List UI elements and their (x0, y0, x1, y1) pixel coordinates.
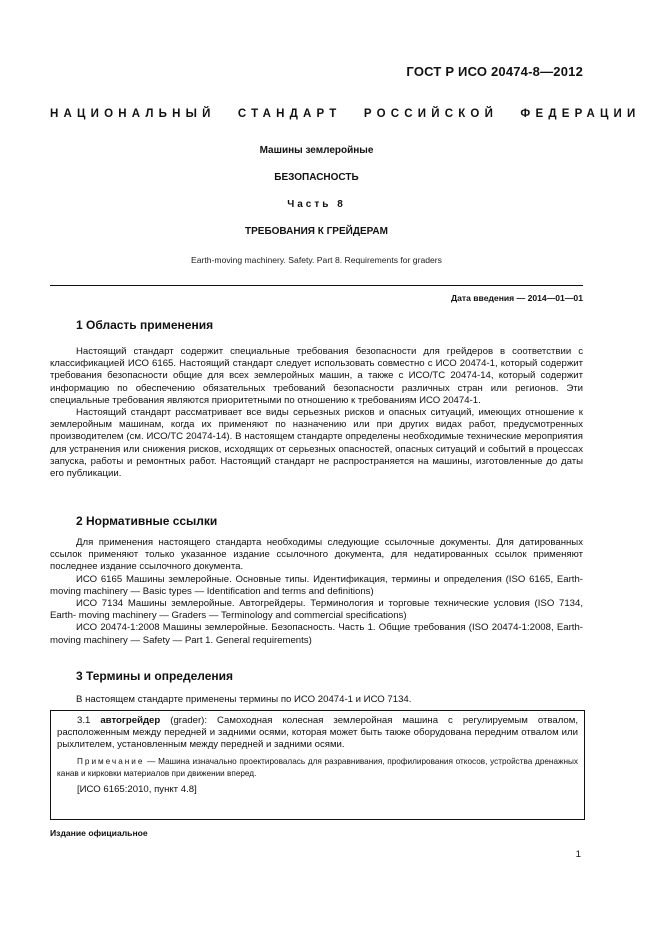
title-safety: БЕЗОПАСНОСТЬ (274, 172, 359, 183)
title-english: Earth-moving machinery. Safety. Part 8. Requirements for graders (191, 255, 442, 265)
national-standard-title: НАЦИОНАЛЬНЫЙ СТАНДАРТ РОССИЙСКОЙ ФЕДЕРАЦИИ (50, 108, 641, 120)
term-number: 3.1 (77, 715, 91, 726)
divider-line (50, 285, 583, 286)
section-1-heading: 1 Область применения (76, 318, 214, 332)
title-machines: Машины землеройные (259, 145, 374, 156)
introduction-date: Дата введения — 2014—01—01 (450, 293, 583, 303)
section-3-intro (50, 694, 583, 706)
reference-item: ИСО 20474-1:2008 Машины землеройные. Безопасность. Часть 1. Общие требования (ISO 20474-1:2008, Earth-moving machinery — Safety — Part 1. General requirements) (50, 622, 583, 646)
note-text: — Машина изначально проектировалась для разравнивания, профилирования откосов, устройства дренажных канав и кирковки материалов при движении вперед. (57, 756, 578, 779)
section-2-body (50, 537, 583, 647)
term-definition (57, 715, 578, 752)
term-text: (grader): Самоходная колесная землеройная машина с регулируемым отвалом, расположенным между передней и задними осями, которая может быть также оборудована передним отвалом или рыхлителем, установленным между передней и задними осями. (57, 715, 579, 751)
title-requirements: ТРЕБОВАНИЯ К ГРЕЙДЕРАМ (245, 226, 388, 237)
paragraph: Для применения настоящего стандарта необходимы следующие ссылочные документы. Для датированных ссылок применяют только указанное издание ссылочного документа, для недатированных ссылок применяют последнее издание ссылочного документа. (50, 537, 583, 573)
page-number: 1 (575, 849, 581, 860)
paragraph: Настоящий стандарт рассматривает все виды серьезных рисков и опасных ситуаций, имеющих отношение к землеройным машинам, когда их применяют по назначению или при других видах работ, предусмотренных производителем (см. ИСО/ТС 20474-14). В настоящем стандарте определены необходимые технические мероприятия для устранения или снижения рисков, исходящих от серьезных опасностей, опасных ситуаций и событий в процессах запуска, работы и ремонтных работ. Настоящий стандарт не распространяется на машины, изготовленные до даты его публикации. (50, 407, 583, 480)
paragraph: Настоящий стандарт содержит специальные требования безопасности для грейдеров в соответствии с классификацией ИСО 6165. Настоящий стандарт следует использовать совместно с ИСО 20474-1, который содержит требования безопасности общие для всех землеройных машин, а также с ИСО/ТС 20474-14, который содержит информацию по обеспечению обязательных требований безопасности различных стран или регионов. Эти специальные требования являются приоритетными по отношению к требованиям ИСО 20474-1. (50, 346, 583, 406)
section-3-heading: 3 Термины и определения (76, 669, 234, 683)
standard-code: ГОСТ Р ИСО 20474-8—2012 (406, 64, 583, 79)
title-part: Часть 8 (287, 199, 346, 210)
section-2-heading: 2 Нормативные ссылки (76, 514, 218, 528)
term-source: [ИСО 6165:2010, пункт 4.8] (77, 784, 197, 796)
reference-item: ИСО 6165 Машины землеройные. Основные типы. Идентификация, термины и определения (ISO 6165, Earth-moving machinery — Basic types — Identification and terms and definitions) (50, 573, 583, 597)
term-name: автогрейдер (100, 715, 161, 726)
term-note (57, 756, 578, 782)
paragraph: В настоящем стандарте применены термины по ИСО 20474-1 и ИСО 7134. (76, 694, 412, 705)
reference-item: ИСО 7134 Машины землеройные. Автогрейдеры. Терминология и торговые технические условия (ISO 7134, Earth- moving machinery — Graders — Terminology and commercial specifications) (50, 598, 583, 622)
section-1-body (50, 346, 583, 480)
edition-label: Издание официальное (50, 828, 148, 838)
note-label: Примечание (77, 756, 145, 766)
term-definition-box (50, 710, 585, 820)
